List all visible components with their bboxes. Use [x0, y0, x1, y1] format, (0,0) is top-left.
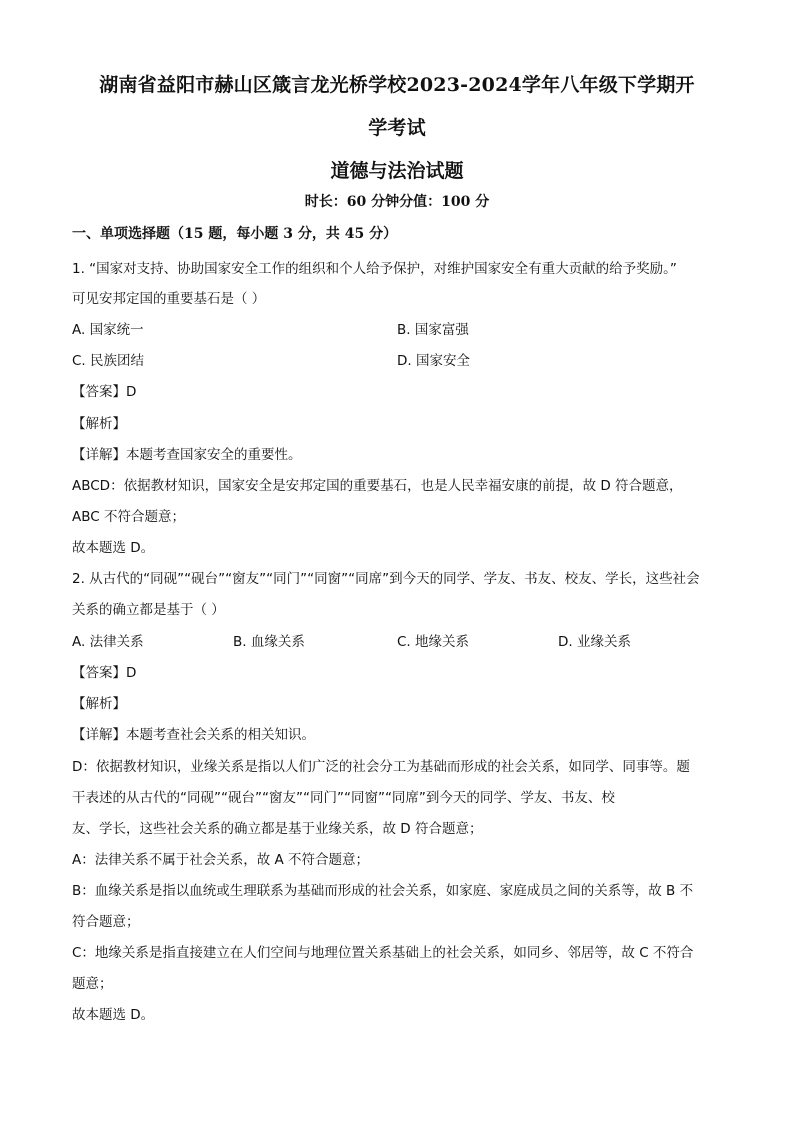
q2-explanation-line: C：地缘关系是指直接建立在人们空间与地理位置关系基础上的社会关系，如同乡、邻居等，故 C 不符合	[72, 945, 694, 961]
q1-answer: 【答案】D	[72, 384, 137, 400]
q2-answer: 【答案】D	[72, 665, 137, 681]
q2-explanation-line: 干表述的从古代的“同砚”“砚台”“窗友”“同门”“同窗”“同席”到今天的同学、学友、书友、校	[72, 790, 615, 806]
subject-title: 道德与法治试题	[330, 160, 464, 182]
q1-explanation-line-2: ABC 不符合题意；	[72, 509, 185, 525]
q2-option-c: C. 地缘关系	[397, 634, 470, 650]
q2-option-a: A. 法律关系	[72, 634, 144, 650]
q2-explanation-line: D：依据教材知识，业缘关系是指以人们广泛的社会分工为基础而形成的社会关系，如同学、同事等。题	[72, 759, 690, 775]
exam-meta: 时长：60 分钟分值：100 分	[304, 194, 490, 210]
q2-option-b: B. 血缘关系	[233, 634, 305, 650]
q1-option-a: A. 国家统一	[72, 322, 144, 338]
q1-stem-line-2: 可见安邦定国的重要基石是（ ）	[72, 291, 266, 307]
q2-detail: 【详解】本题考查社会关系的相关知识。	[72, 727, 315, 743]
page-title-line-1: 湖南省益阳市赫山区箴言龙光桥学校2023-2024学年八年级下学期开	[99, 74, 695, 96]
q2-explanation-line: 题意；	[72, 976, 113, 992]
q2-stem-line-2: 关系的确立都是基于（ ）	[72, 602, 225, 618]
page-title-line-2: 学考试	[368, 117, 426, 139]
q1-stem-line-1: 1. “国家对支持、协助国家安全工作的组织和个人给予保护，对维护国家安全有重大贡献的给予奖励。”	[72, 261, 677, 277]
q1-detail: 【详解】本题考查国家安全的重要性。	[72, 447, 302, 463]
q2-explanation-line: A：法律关系不属于社会关系，故 A 不符合题意；	[72, 852, 370, 868]
q1-analysis-label: 【解析】	[72, 416, 126, 432]
q2-explanation-line: 符合题意；	[72, 914, 140, 930]
section-heading: 一、单项选择题（15 题，每小题 3 分，共 45 分）	[72, 226, 398, 242]
q2-conclusion: 故本题选 D。	[72, 1007, 155, 1023]
q1-option-b: B. 国家富强	[397, 322, 469, 338]
q1-conclusion: 故本题选 D。	[72, 540, 155, 556]
q2-option-d: D. 业缘关系	[558, 634, 631, 650]
q1-option-c: C. 民族团结	[72, 353, 145, 369]
q1-explanation-line-1: ABCD：依据教材知识，国家安全是安邦定国的重要基石，也是人民幸福安康的前提，故 D 符合题意，	[72, 478, 683, 494]
q2-analysis-label: 【解析】	[72, 696, 126, 712]
q2-stem-line-1: 2. 从古代的“同砚”“砚台”“窗友”“同门”“同窗”“同席”到今天的同学、学友、书友、校友、学长，这些社会	[72, 571, 700, 587]
q1-option-d: D. 国家安全	[397, 353, 470, 369]
q2-explanation-line: B：血缘关系是指以血统或生理联系为基础而形成的社会关系，如家庭、家庭成员之间的关系等，故 B 不	[72, 883, 694, 899]
q2-explanation-line: 友、学长，这些社会关系的确立都是基于业缘关系，故 D 符合题意；	[72, 821, 483, 837]
